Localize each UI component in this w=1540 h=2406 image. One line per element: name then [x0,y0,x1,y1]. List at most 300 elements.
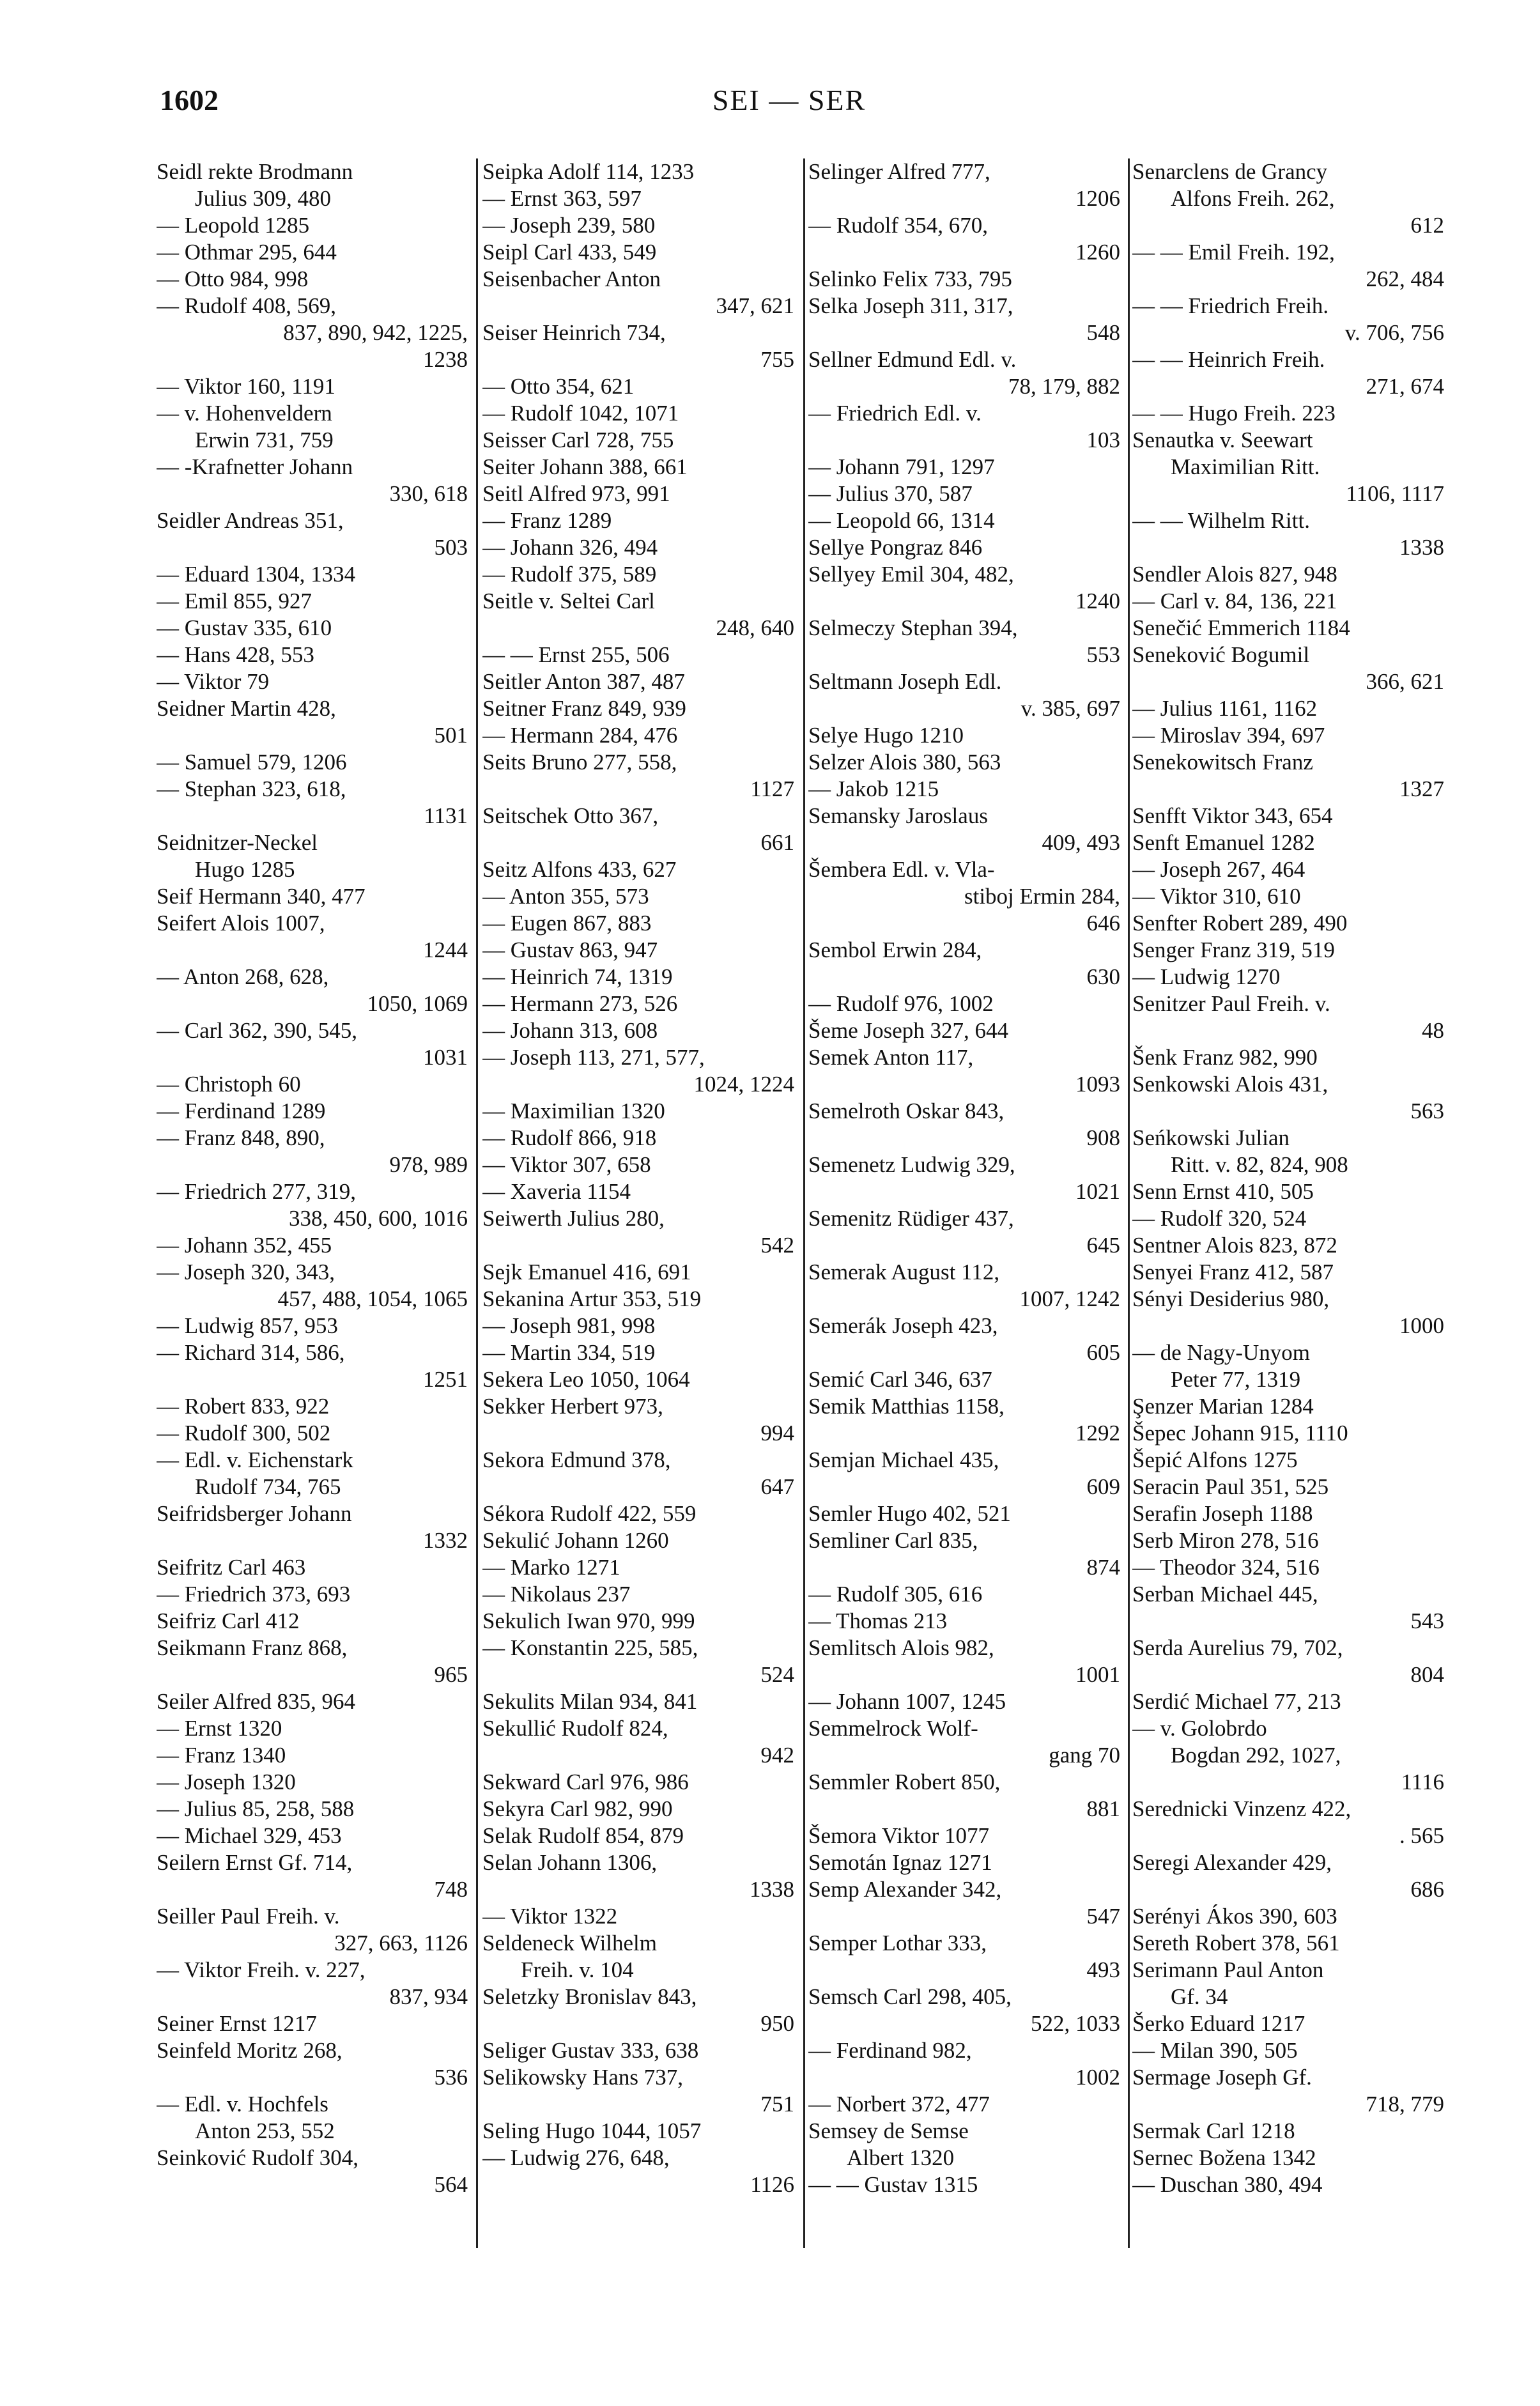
index-line: Seinković Rudolf 304, [157,2145,358,2170]
index-line: — Rudolf 1042, 1071 [482,401,679,426]
index-line: — Johann 1007, 1245 [808,1689,1006,1714]
index-line: Sekera Leo 1050, 1064 [482,1367,690,1392]
index-line: — Edl. v. Hochfels [157,2092,328,2117]
index-column-1 [157,158,468,2248]
index-line: — Viktor 1322 [482,1904,618,1929]
index-line: 978, 989 [389,1152,468,1177]
index-line: Seidner Martin 428, [157,696,336,721]
index-line: 950 [760,2011,794,2036]
index-line: — Johann 326, 494 [482,535,658,560]
index-line: 543 [1410,1608,1444,1633]
index-line: — de Nagy-Unyom [1132,1340,1311,1365]
index-line: — Hermann 273, 526 [482,991,678,1016]
index-line: Seifritz Carl 463 [157,1555,306,1580]
index-line: Sermage Joseph Gf. [1132,2065,1312,2090]
index-line: 965 [434,1662,468,1687]
index-line: Selikowsky Hans 737, [482,2065,684,2090]
index-line: 1251 [423,1367,468,1392]
index-line: 366, 621 [1366,669,1444,694]
index-line: . 565 [1399,1823,1444,1848]
index-line: 553 [1086,642,1120,667]
index-line: gang 70 [1049,1743,1120,1768]
index-line: Sekyra Carl 982, 990 [482,1796,673,1821]
index-line: Semlitsch Alois 982, [808,1635,994,1660]
index-line: 837, 934 [389,1984,468,2009]
index-line: — -Krafnetter Johann [157,454,353,479]
index-line: Maximilian Ritt. [1171,454,1320,479]
index-line: 338, 450, 600, 1016 [289,1206,468,1231]
index-line: Senarclens de Grancy [1132,159,1328,184]
index-line: — Joseph 320, 343, [157,1260,335,1284]
index-line: — Konstantin 225, 585, [482,1635,698,1660]
index-line: — Friedrich 277, 319, [157,1179,357,1204]
index-line: 493 [1086,1957,1120,1982]
index-line: — v. Hohenveldern [157,401,332,426]
index-line: 457, 488, 1054, 1065 [277,1286,468,1311]
index-line: — Joseph 1320 [157,1770,296,1794]
index-line: — Friedrich 373, 693 [157,1582,351,1607]
index-column-4 [1132,158,1444,2248]
index-line: Senyei Franz 412, 587 [1132,1260,1334,1284]
index-line: 646 [1086,911,1120,936]
index-line: Seliger Gustav 333, 638 [482,2038,699,2063]
index-line: — Nikolaus 237 [482,1582,631,1607]
index-line: Ritt. v. 82, 824, 908 [1171,1152,1348,1177]
index-line: Sekulich Iwan 970, 999 [482,1608,695,1633]
index-line: Selinger Alfred 777, [808,159,990,184]
index-line: Seidl rekte Brodmann [157,159,353,184]
index-line: — Stephan 323, 618, [157,776,346,801]
index-line: — Martin 334, 519 [482,1340,656,1365]
index-line: 645 [1086,1233,1120,1258]
index-line: — Norbert 372, 477 [808,2092,990,2117]
index-line: Semp Alexander 342, [808,1877,1002,1902]
index-line: — Johann 313, 608 [482,1018,658,1043]
page-number: 1602 [160,84,219,116]
index-line: — Christoph 60 [157,1072,301,1097]
index-line: — Gustav 863, 947 [482,937,658,962]
index-line: Senn Ernst 410, 505 [1132,1179,1314,1204]
index-line: Semenetz Ludwig 329, [808,1152,1015,1177]
index-line: 942 [760,1743,794,1768]
index-line: — Viktor Freih. v. 227, [157,1957,366,1982]
index-line: Serb Miron 278, 516 [1132,1528,1319,1553]
index-line: 409, 493 [1042,830,1120,855]
index-line: Serafin Joseph 1188 [1132,1501,1313,1526]
index-line: Seitler Anton 387, 487 [482,669,685,694]
index-line: — Ludwig 276, 648, [482,2145,670,2170]
index-columns [157,158,1444,2248]
index-line: Semmler Robert 850, [808,1770,1001,1794]
index-line: — Joseph 981, 998 [482,1313,656,1338]
index-line: — Rudolf 375, 589 [482,562,657,587]
index-line: — Ernst 1320 [157,1716,282,1741]
index-line: Serdić Michael 77, 213 [1132,1689,1341,1714]
index-line: — Franz 1289 [482,508,612,533]
index-line: Seif Hermann 340, 477 [157,884,366,909]
index-line: Semjan Michael 435, [808,1447,999,1472]
index-line: Seitner Franz 849, 939 [482,696,686,721]
index-line: — — Friedrich Freih. [1132,293,1329,318]
index-line: — Samuel 579, 1206 [157,750,347,775]
index-line: Sényi Desiderius 980, [1132,1286,1330,1311]
index-line: — Hermann 284, 476 [482,723,678,748]
index-line: 271, 674 [1366,374,1444,399]
index-line: 1000 [1399,1313,1444,1338]
index-line: Peter 77, 1319 [1171,1367,1301,1392]
index-line: Selak Rudolf 854, 879 [482,1823,684,1848]
index-line: Semsey de Semse [808,2118,969,2143]
index-line: — — Emil Freih. 192, [1132,240,1335,265]
index-line: — Miroslav 394, 697 [1132,723,1325,748]
index-line: — Robert 833, 922 [157,1394,330,1419]
index-line: — — Gustav 1315 [808,2172,978,2197]
index-line: — Julius 1161, 1162 [1132,696,1318,721]
index-line: 1238 [423,347,468,372]
index-line: Senekowitsch Franz [1132,750,1313,775]
index-line: Seiwerth Julius 280, [482,1206,665,1231]
index-line: — Rudolf 354, 670, [808,213,988,238]
index-line: Semelroth Oskar 843, [808,1099,1005,1123]
index-line: Semotán Ignaz 1271 [808,1850,992,1875]
index-line: Senkowski Alois 431, [1132,1072,1328,1097]
index-line: Freih. v. 104 [521,1957,634,1982]
index-line: Semek Anton 117, [808,1045,974,1070]
index-line: Šemora Viktor 1077 [808,1823,990,1848]
index-line: Semenitz Rüdiger 437, [808,1206,1014,1231]
index-line: Seits Bruno 277, 558, [482,750,677,775]
index-line: — Joseph 239, 580 [482,213,656,238]
index-line: Sellye Pongraz 846 [808,535,983,560]
index-line: Sekullić Rudolf 824, [482,1716,668,1741]
index-line: 1126 [750,2172,794,2197]
index-line: — Carl v. 84, 136, 221 [1132,589,1337,613]
column-divider [803,158,805,2248]
index-line: Seidnitzer-Neckel [157,830,318,855]
index-line: Semerák Joseph 423, [808,1313,998,1338]
index-line: — Thomas 213 [808,1608,948,1633]
index-line: 347, 621 [716,293,794,318]
index-line: 501 [434,723,468,748]
index-line: Şenzer Marian 1284 [1132,1394,1314,1419]
running-head: SEI — SER [712,84,866,116]
index-line: Šepić Alfons 1275 [1132,1447,1298,1472]
index-line: Sentner Alois 823, 872 [1132,1233,1337,1258]
index-line: Sekulić Johann 1260 [482,1528,669,1553]
index-line: — Gustav 335, 610 [157,615,332,640]
index-line: Semansky Jaroslaus [808,803,988,828]
index-line: — Julius 85, 258, 588 [157,1796,355,1821]
index-line: Selka Joseph 311, 317, [808,293,1013,318]
index-line: Sendler Alois 827, 948 [1132,562,1337,587]
index-line: Seilern Ernst Gf. 714, [157,1850,353,1875]
index-line: 755 [760,347,794,372]
index-line: — Duschan 380, 494 [1132,2172,1323,2197]
index-line: 1116 [1401,1770,1444,1794]
index-line: Seifriz Carl 412 [157,1608,300,1633]
index-line: — Johann 791, 1297 [808,454,995,479]
index-line: — Otto 984, 998 [157,266,309,291]
index-line: — Otto 354, 621 [482,374,635,399]
index-line: Bogdan 292, 1027, [1171,1743,1341,1768]
index-line: 1240 [1075,589,1120,613]
index-line: Sekward Carl 976, 986 [482,1770,689,1794]
index-line: Seikmann Franz 868, [157,1635,348,1660]
index-line: Seletzky Bronislav 843, [482,1984,697,2009]
index-line: 748 [434,1877,468,1902]
index-line: Gf. 34 [1171,1984,1228,2009]
index-line: — Viktor 79 [157,669,270,694]
index-line: 630 [1086,964,1120,989]
index-line: 837, 890, 942, 1225, [283,320,468,345]
index-line: Seidler Andreas 351, [157,508,344,533]
index-line: Seisser Carl 728, 755 [482,428,674,452]
index-line: 881 [1086,1796,1120,1821]
index-line: — Eugen 867, 883 [482,911,652,936]
index-line: Šepec Johann 915, 1110 [1132,1421,1348,1446]
index-line: 248, 640 [716,615,794,640]
index-line: Hugo 1285 [195,857,295,882]
index-line: — — Ernst 255, 506 [482,642,670,667]
index-line: Serimann Paul Anton [1132,1957,1324,1982]
index-line: 908 [1086,1125,1120,1150]
index-line: 563 [1410,1099,1444,1123]
index-line: Semler Hugo 402, 521 [808,1501,1011,1526]
index-line: — Rudolf 300, 502 [157,1421,331,1446]
index-line: — Ferdinand 982, [808,2038,972,2063]
index-line: Seinfeld Moritz 268, [157,2038,343,2063]
index-line: Seipl Carl 433, 549 [482,240,657,265]
index-line: 524 [760,1662,794,1687]
index-line: — — Heinrich Freih. [1132,347,1325,372]
index-line: — Rudolf 408, 569, [157,293,336,318]
index-line: Semik Matthias 1158, [808,1394,1005,1419]
index-line: Senautka v. Seewart [1132,428,1313,452]
index-line: Seisenbacher Anton [482,266,661,291]
index-line: Selmeczy Stephan 394, [808,615,1018,640]
index-line: Semper Lothar 333, [808,1931,987,1955]
index-line: Semsch Carl 298, 405, [808,1984,1012,2009]
index-line: 1002 [1075,2065,1120,2090]
page-header [160,83,1419,128]
index-line: 330, 618 [389,481,468,506]
index-line: Alfons Freih. 262, [1171,186,1335,211]
index-line: Sellyey Emil 304, 482, [808,562,1014,587]
index-line: 78, 179, 882 [1008,374,1120,399]
index-line: — Emil 855, 927 [157,589,312,613]
index-line: 1007, 1242 [1019,1286,1120,1311]
index-line: Serda Aurelius 79, 702, [1132,1635,1343,1660]
index-line: — Viktor 307, 658 [482,1152,651,1177]
index-line: — Julius 370, 587 [808,481,973,506]
index-line: Semerak August 112, [808,1260,1000,1284]
index-line: 548 [1086,320,1120,345]
index-line: 542 [760,1233,794,1258]
index-line: Semmelrock Wolf- [808,1716,978,1741]
index-line: stiboj Ermin 284, [964,884,1120,909]
index-line: 1338 [1399,535,1444,560]
column-divider [476,158,478,2248]
index-line: Serényi Ákos 390, 603 [1132,1904,1337,1929]
index-line: Šembera Edl. v. Vla- [808,857,995,882]
index-line: Seldeneck Wilhelm [482,1931,658,1955]
index-line: Sellner Edmund Edl. v. [808,347,1017,372]
index-line: 327, 663, 1126 [334,1931,468,1955]
index-line: 522, 1033 [1031,2011,1120,2036]
index-line: — Othmar 295, 644 [157,240,337,265]
index-line: 48 [1422,1018,1444,1043]
index-line: Sernec Božena 1342 [1132,2145,1316,2170]
index-line: Seifert Alois 1007, [157,911,325,936]
index-line: Seiter Johann 388, 661 [482,454,688,479]
index-line: 686 [1410,1877,1444,1902]
index-line: Sejk Emanuel 416, 691 [482,1260,691,1284]
index-line: — Ludwig 1270 [1132,964,1281,989]
index-line: 1050, 1069 [367,991,468,1016]
index-line: — Franz 848, 890, [157,1125,325,1150]
index-line: 874 [1086,1555,1120,1580]
index-line: — Leopold 66, 1314 [808,508,995,533]
index-line: — Franz 1340 [157,1743,286,1768]
index-line: 547 [1086,1904,1120,1929]
index-line: 647 [760,1474,794,1499]
index-line: — Rudolf 976, 1002 [808,991,994,1016]
index-line: — Joseph 113, 271, 577, [482,1045,705,1070]
index-line: — Maximilian 1320 [482,1099,665,1123]
index-line: 1244 [423,937,468,962]
index-line: — Xaveria 1154 [482,1179,631,1204]
index-line: 262, 484 [1366,266,1444,291]
index-line: — Friedrich Edl. v. [808,401,982,426]
index-line: 1332 [423,1528,468,1553]
index-line: — — Wilhelm Ritt. [1132,508,1310,533]
index-column-3 [808,158,1120,2248]
index-line: 1292 [1075,1421,1120,1446]
index-line: 994 [760,1421,794,1446]
index-line: Selinko Felix 733, 795 [808,266,1012,291]
index-line: 718, 779 [1366,2092,1444,2117]
index-line: Albert 1320 [847,2145,955,2170]
index-line: 1024, 1224 [693,1072,794,1097]
index-line: — Rudolf 320, 524 [1132,1206,1307,1231]
index-line: 1093 [1075,1072,1120,1097]
index-line: — Viktor 160, 1191 [157,374,335,399]
index-line: Šerko Eduard 1217 [1132,2011,1305,2036]
index-line: Anton 253, 552 [195,2118,335,2143]
index-line: 536 [434,2065,468,2090]
index-line: — Ernst 363, 597 [482,186,642,211]
index-line: — Carl 362, 390, 545, [157,1018,358,1043]
index-line: Šenk Franz 982, 990 [1132,1045,1318,1070]
index-line: Selzer Alois 380, 563 [808,750,1001,775]
index-line: Sekora Edmund 378, [482,1447,671,1472]
index-line: Seiler Alfred 835, 964 [157,1689,356,1714]
index-line: Seitschek Otto 367, [482,803,659,828]
index-line: — Richard 314, 586, [157,1340,345,1365]
index-line: Šeme Joseph 327, 644 [808,1018,1009,1043]
index-line: 804 [1410,1662,1444,1687]
index-line: Seneković Bogumil [1132,642,1310,667]
index-line: 1131 [424,803,468,828]
index-line: Sekker Herbert 973, [482,1394,663,1419]
index-line: 1021 [1075,1179,1120,1204]
index-line: — Viktor 310, 610 [1132,884,1301,909]
index-line: Semliner Carl 835, [808,1528,978,1553]
index-line: — Edl. v. Eichenstark [157,1447,353,1472]
index-line: Seiser Heinrich 734, [482,320,666,345]
index-line: — — Hugo Freih. 223 [1132,401,1336,426]
index-line: v. 385, 697 [1020,696,1120,721]
index-line: 1001 [1075,1662,1120,1687]
index-line: 612 [1410,213,1444,238]
index-line: — Johann 352, 455 [157,1233,332,1258]
index-line: — Anton 268, 628, [157,964,329,989]
index-line: Sékora Rudolf 422, 559 [482,1501,697,1526]
index-line: Seiner Ernst 1217 [157,2011,317,2036]
index-line: Senitzer Paul Freih. v. [1132,991,1330,1016]
index-line: Seńkowski Julian [1132,1125,1290,1150]
index-line: 503 [434,535,468,560]
index-line: Seracin Paul 351, 525 [1132,1474,1329,1499]
index-line: Sekanina Artur 353, 519 [482,1286,702,1311]
index-line: Selan Johann 1306, [482,1850,658,1875]
index-line: — Marko 1271 [482,1555,620,1580]
index-line: 1206 [1075,186,1120,211]
index-line: 103 [1086,428,1120,452]
index-line: 1260 [1075,240,1120,265]
index-column-2 [482,158,794,2248]
index-line: 605 [1086,1340,1120,1365]
index-line: — Jakob 1215 [808,776,939,801]
index-line: Semić Carl 346, 637 [808,1367,992,1392]
index-line: Seregi Alexander 429, [1132,1850,1332,1875]
index-line: Seitl Alfred 973, 991 [482,481,670,506]
index-line: — Rudolf 866, 918 [482,1125,657,1150]
index-line: Seltmann Joseph Edl. [808,669,1002,694]
index-line: Senečić Emmerich 1184 [1132,615,1350,640]
index-line: — Michael 329, 453 [157,1823,342,1848]
index-line: — Ludwig 857, 953 [157,1313,338,1338]
index-line: — v. Golobrdo [1132,1716,1267,1741]
column-divider [1128,158,1130,2248]
index-line: Seitle v. Seltei Carl [482,589,655,613]
index-line: — Hans 428, 553 [157,642,314,667]
index-line: Sekulits Milan 934, 841 [482,1689,698,1714]
index-line: — Heinrich 74, 1319 [482,964,673,989]
index-line: Julius 309, 480 [195,186,331,211]
index-line: 1327 [1399,776,1444,801]
index-line: Selye Hugo 1210 [808,723,964,748]
index-line: 1106, 1117 [1346,481,1444,506]
index-line: — Ferdinand 1289 [157,1099,326,1123]
index-line: Senger Franz 319, 519 [1132,937,1335,962]
index-line: Sermak Carl 1218 [1132,2118,1295,2143]
index-line: 1338 [750,1877,794,1902]
index-line: — Joseph 267, 464 [1132,857,1305,882]
index-line: v. 706, 756 [1344,320,1444,345]
index-line: Seiller Paul Freih. v. [157,1904,340,1929]
index-line: Senft Emanuel 1282 [1132,830,1315,855]
index-line: Erwin 731, 759 [195,428,334,452]
index-line: Seipka Adolf 114, 1233 [482,159,695,184]
index-line: Sembol Erwin 284, [808,937,982,962]
index-line: 564 [434,2172,468,2197]
index-line: Seling Hugo 1044, 1057 [482,2118,702,2143]
index-line: Serban Michael 445, [1132,1582,1318,1607]
index-line: Rudolf 734, 765 [195,1474,341,1499]
index-line: — Theodor 324, 516 [1132,1555,1320,1580]
index-line: Seifridsberger Johann [157,1501,352,1526]
